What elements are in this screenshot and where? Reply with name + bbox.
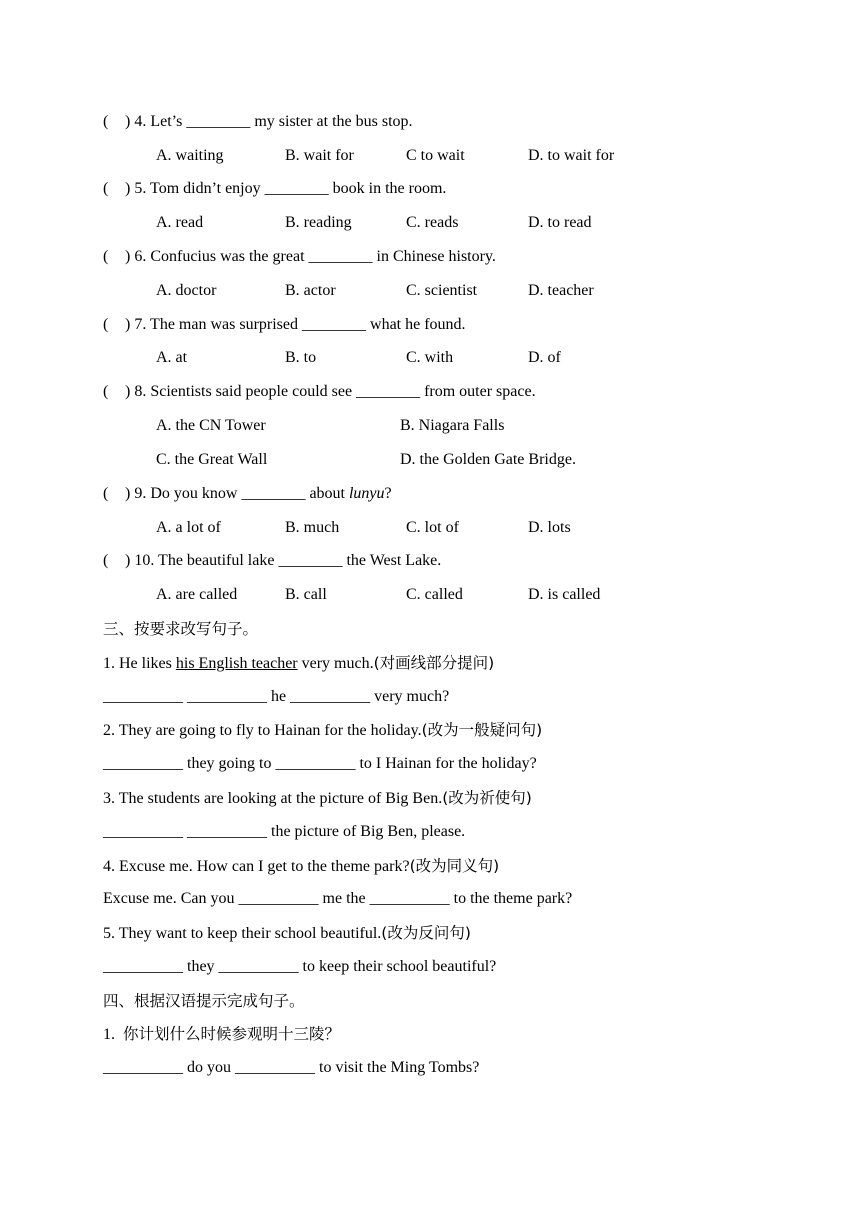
answer-paren: ( bbox=[103, 113, 109, 130]
rewrite-item-3: 3. The students are looking at the picture of Big Ben.(改为祈使句) bbox=[103, 789, 532, 807]
option-d: D. lots bbox=[528, 519, 571, 536]
option-b: B. Niagara Falls bbox=[400, 417, 505, 434]
rewrite-item-1: 1. He likes his English teacher very much.(对画线部分提问) bbox=[103, 654, 495, 672]
option-d: D. is called bbox=[528, 586, 601, 603]
answer-paren: ( bbox=[103, 180, 109, 197]
rewrite-answer-3: __________ __________ the picture of Big Ben, please. bbox=[103, 823, 466, 840]
instruction-note: (改为反问句) bbox=[381, 924, 471, 942]
question-5: ( ) 5. Tom didn’t enjoy ________ book in the room. bbox=[103, 180, 447, 197]
option-a: A. at bbox=[156, 349, 188, 366]
option-a: A. doctor bbox=[156, 282, 217, 299]
question-text: The beautiful lake ________ the West Lake. bbox=[158, 552, 442, 569]
answer-paren: ( bbox=[103, 383, 109, 400]
option-c: C. with bbox=[406, 349, 454, 366]
answer-paren: ( bbox=[103, 248, 109, 265]
option-a: A. read bbox=[156, 214, 204, 231]
option-a: A. are called bbox=[156, 586, 238, 603]
answer-paren: ( bbox=[103, 485, 109, 502]
question-text: Scientists said people could see ________ from outer space. bbox=[150, 383, 536, 400]
question-text: Let’s ________ my sister at the bus stop. bbox=[150, 113, 413, 130]
option-b: B. much bbox=[285, 519, 340, 536]
option-d: D. of bbox=[528, 349, 561, 366]
answer-paren: ( bbox=[103, 316, 109, 333]
answer-paren: ( bbox=[103, 552, 109, 569]
question-text: Confucius was the great ________ in Chinese history. bbox=[150, 248, 496, 265]
option-b: B. call bbox=[285, 586, 327, 603]
question-number: 5. bbox=[134, 180, 147, 197]
option-d: D. to wait for bbox=[528, 147, 615, 164]
option-c: C. the Great Wall bbox=[156, 451, 268, 468]
question-6: ( ) 6. Confucius was the great ________ in Chinese history. bbox=[103, 248, 496, 265]
option-a: A. waiting bbox=[156, 147, 224, 164]
section-3-heading: 三、按要求改写句子。 bbox=[103, 620, 259, 638]
translate-item-1: 1. 你计划什么时候参观明十三陵？ bbox=[103, 1025, 341, 1043]
option-c: C. reads bbox=[406, 214, 459, 231]
rewrite-answer-5: __________ they __________ to keep their school beautiful? bbox=[103, 958, 497, 975]
question-number: 7. bbox=[134, 316, 147, 333]
question-9: ( ) 9. Do you know ________ about lunyu? bbox=[103, 485, 392, 502]
question-10: ( ) 10. The beautiful lake ________ the West Lake. bbox=[103, 552, 442, 569]
option-b: B. actor bbox=[285, 282, 336, 299]
rewrite-item-2: 2. They are going to fly to Hainan for the holiday.(改为一般疑问句) bbox=[103, 721, 543, 739]
question-4: ( ) 4. Let’s ________ my sister at the bus stop. bbox=[103, 113, 413, 130]
rewrite-answer-4: Excuse me. Can you __________ me the __________ to the theme park? bbox=[103, 890, 573, 907]
question-8: ( ) 8. Scientists said people could see ________ from outer space. bbox=[103, 383, 536, 400]
question-number: 9. bbox=[134, 485, 147, 502]
question-number: 8. bbox=[134, 383, 147, 400]
question-text: The man was surprised ________ what he found. bbox=[150, 316, 466, 333]
italic-term: lunyu bbox=[348, 485, 385, 502]
translate-answer-1: __________ do you __________ to visit the Ming Tombs? bbox=[103, 1059, 480, 1076]
option-b: B. to bbox=[285, 349, 317, 366]
option-b: B. wait for bbox=[285, 147, 354, 164]
section-4-heading: 四、根据汉语提示完成句子。 bbox=[103, 992, 305, 1010]
instruction-note: (改为同义句) bbox=[409, 857, 500, 875]
option-a: A. the CN Tower bbox=[156, 417, 266, 434]
rewrite-answer-2: __________ they going to __________ to I Hainan for the holiday? bbox=[103, 755, 537, 772]
chinese-prompt: 你计划什么时候参观明十三陵？ bbox=[123, 1025, 341, 1043]
option-c: C. lot of bbox=[406, 519, 459, 536]
instruction-note: (改为祈使句) bbox=[442, 789, 532, 807]
rewrite-answer-1: __________ __________ he __________ very much? bbox=[103, 688, 450, 705]
question-number: 4. bbox=[134, 113, 147, 130]
instruction-note: (改为一般疑问句) bbox=[421, 721, 543, 739]
question-7: ( ) 7. The man was surprised ________ what he found. bbox=[103, 316, 466, 333]
option-d: D. to read bbox=[528, 214, 592, 231]
option-d: D. teacher bbox=[528, 282, 594, 299]
instruction-note: (对画线部分提问) bbox=[373, 654, 495, 672]
question-number: 10. bbox=[134, 552, 155, 569]
rewrite-item-4: 4. Excuse me. How can I get to the theme park?(改为同义句) bbox=[103, 857, 500, 875]
question-text: Do you know ________ about lunyu? bbox=[150, 485, 392, 502]
option-a: A. a lot of bbox=[156, 519, 221, 536]
option-c: C. scientist bbox=[406, 282, 478, 299]
option-c: C. called bbox=[406, 586, 463, 603]
option-c: C to wait bbox=[406, 147, 465, 164]
underlined-phrase: his English teacher bbox=[175, 655, 298, 672]
question-text: Tom didn’t enjoy ________ book in the room. bbox=[150, 180, 447, 197]
question-number: 6. bbox=[134, 248, 147, 265]
option-d: D. the Golden Gate Bridge. bbox=[400, 451, 576, 468]
option-b: B. reading bbox=[285, 214, 352, 231]
rewrite-item-5: 5. They want to keep their school beautiful.(改为反问句) bbox=[103, 924, 471, 942]
